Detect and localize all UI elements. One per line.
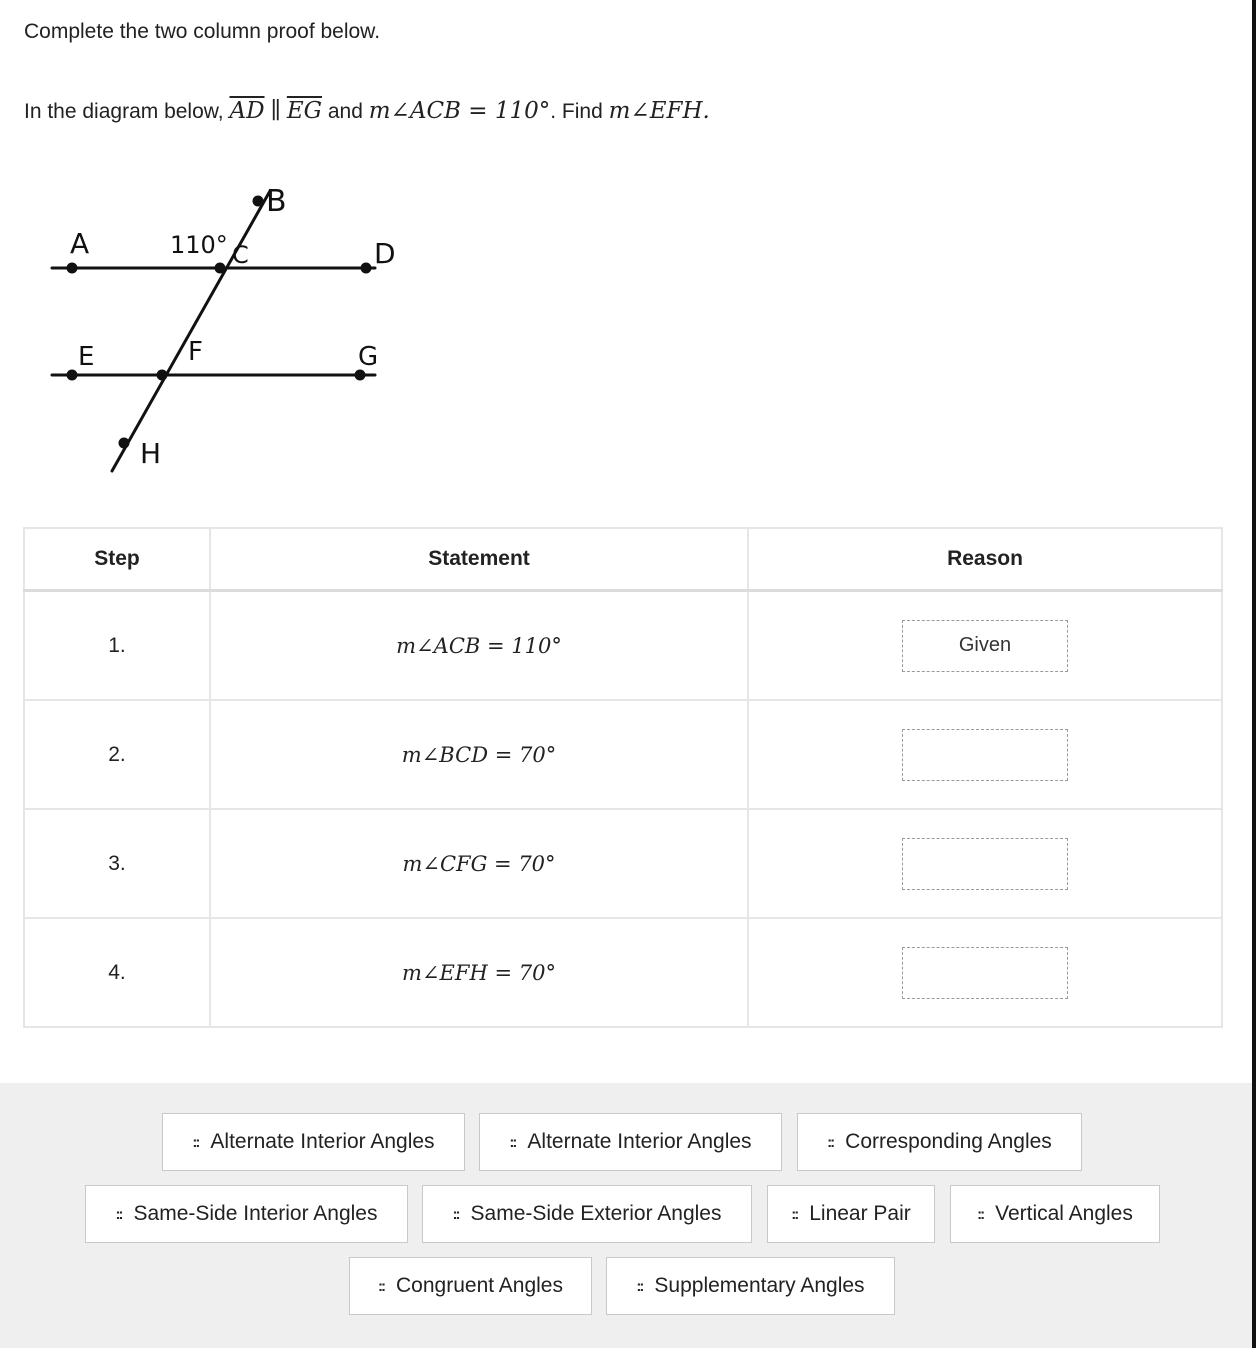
step-cell: 4. (24, 918, 210, 1027)
statement-cell: m∠EFH = 70° (210, 918, 748, 1027)
answer-chip-alternate-interior-angles[interactable]: :: Alternate Interior Angles (479, 1113, 782, 1171)
label-a: A (70, 227, 90, 260)
drag-handle-icon: :: (791, 1205, 798, 1223)
drag-handle-icon: :: (977, 1205, 984, 1223)
point-f (157, 370, 168, 381)
header-step: Step (24, 528, 210, 591)
step-cell: 3. (24, 809, 210, 918)
drag-handle-icon: :: (115, 1205, 122, 1223)
answer-chip-alternate-interior-angles[interactable]: :: Alternate Interior Angles (162, 1113, 465, 1171)
table-row (24, 591, 1222, 701)
table-row (24, 918, 1222, 1027)
statement-cell: m∠CFG = 70° (210, 809, 748, 918)
label-b: B (266, 184, 287, 219)
point-e (67, 370, 78, 381)
reason-cell (748, 918, 1222, 1027)
table-row (24, 809, 1222, 918)
label-h: H (140, 437, 162, 470)
label-c: C (232, 241, 249, 269)
point-h (119, 438, 130, 449)
label-d: D (374, 237, 396, 270)
answer-chip-congruent-angles[interactable]: :: Congruent Angles (349, 1257, 592, 1315)
label-f: F (188, 337, 203, 367)
step-cell: 1. (24, 591, 210, 701)
answer-chip-same-side-exterior-angles[interactable]: :: Same-Side Exterior Angles (422, 1185, 752, 1243)
step-cell: 2. (24, 700, 210, 809)
angle-label-110: 110° (170, 231, 228, 259)
label-g: G (358, 342, 379, 372)
point-b (253, 196, 264, 207)
drag-handle-icon: :: (192, 1133, 199, 1151)
statement-cell: m∠BCD = 70° (210, 700, 748, 809)
instructions: Complete the two column proof below. (24, 20, 381, 43)
point-c (215, 263, 226, 274)
reason-cell (748, 700, 1222, 809)
answer-bank (0, 1083, 1252, 1348)
drag-handle-icon: :: (509, 1133, 516, 1151)
table-header-row (24, 528, 1222, 591)
answer-chip-linear-pair[interactable]: :: Linear Pair (767, 1185, 935, 1243)
window-edge (1252, 0, 1256, 1348)
drag-handle-icon: :: (378, 1277, 385, 1295)
reason-drop-zone-2[interactable] (902, 729, 1068, 781)
drag-handle-icon: :: (452, 1205, 459, 1223)
table-row (24, 700, 1222, 809)
geometry-diagram (40, 175, 420, 485)
drag-handle-icon: :: (827, 1133, 834, 1151)
answer-chip-vertical-angles[interactable]: :: Vertical Angles (950, 1185, 1160, 1243)
reason-cell (748, 809, 1222, 918)
proof-table (23, 527, 1223, 1028)
answer-chip-corresponding-angles[interactable]: :: Corresponding Angles (797, 1113, 1082, 1171)
reason-drop-zone-3[interactable] (902, 838, 1068, 890)
drag-handle-icon: :: (636, 1277, 643, 1295)
point-d (361, 263, 372, 274)
answer-chip-same-side-interior-angles[interactable]: :: Same-Side Interior Angles (85, 1185, 408, 1243)
statement-cell: m∠ACB = 110° (210, 591, 748, 701)
answer-chip-supplementary-angles[interactable]: :: Supplementary Angles (606, 1257, 895, 1315)
header-reason: Reason (748, 528, 1222, 591)
reason-drop-zone-4[interactable] (902, 947, 1068, 999)
reason-cell (748, 591, 1222, 701)
reason-drop-zone-1[interactable]: Given (902, 620, 1068, 672)
point-a (67, 263, 78, 274)
header-statement: Statement (210, 528, 748, 591)
label-e: E (78, 342, 95, 372)
problem-statement: In the diagram below, AD ∥ EG and m∠ACB = 110°. Find m∠EFH. (24, 98, 710, 124)
